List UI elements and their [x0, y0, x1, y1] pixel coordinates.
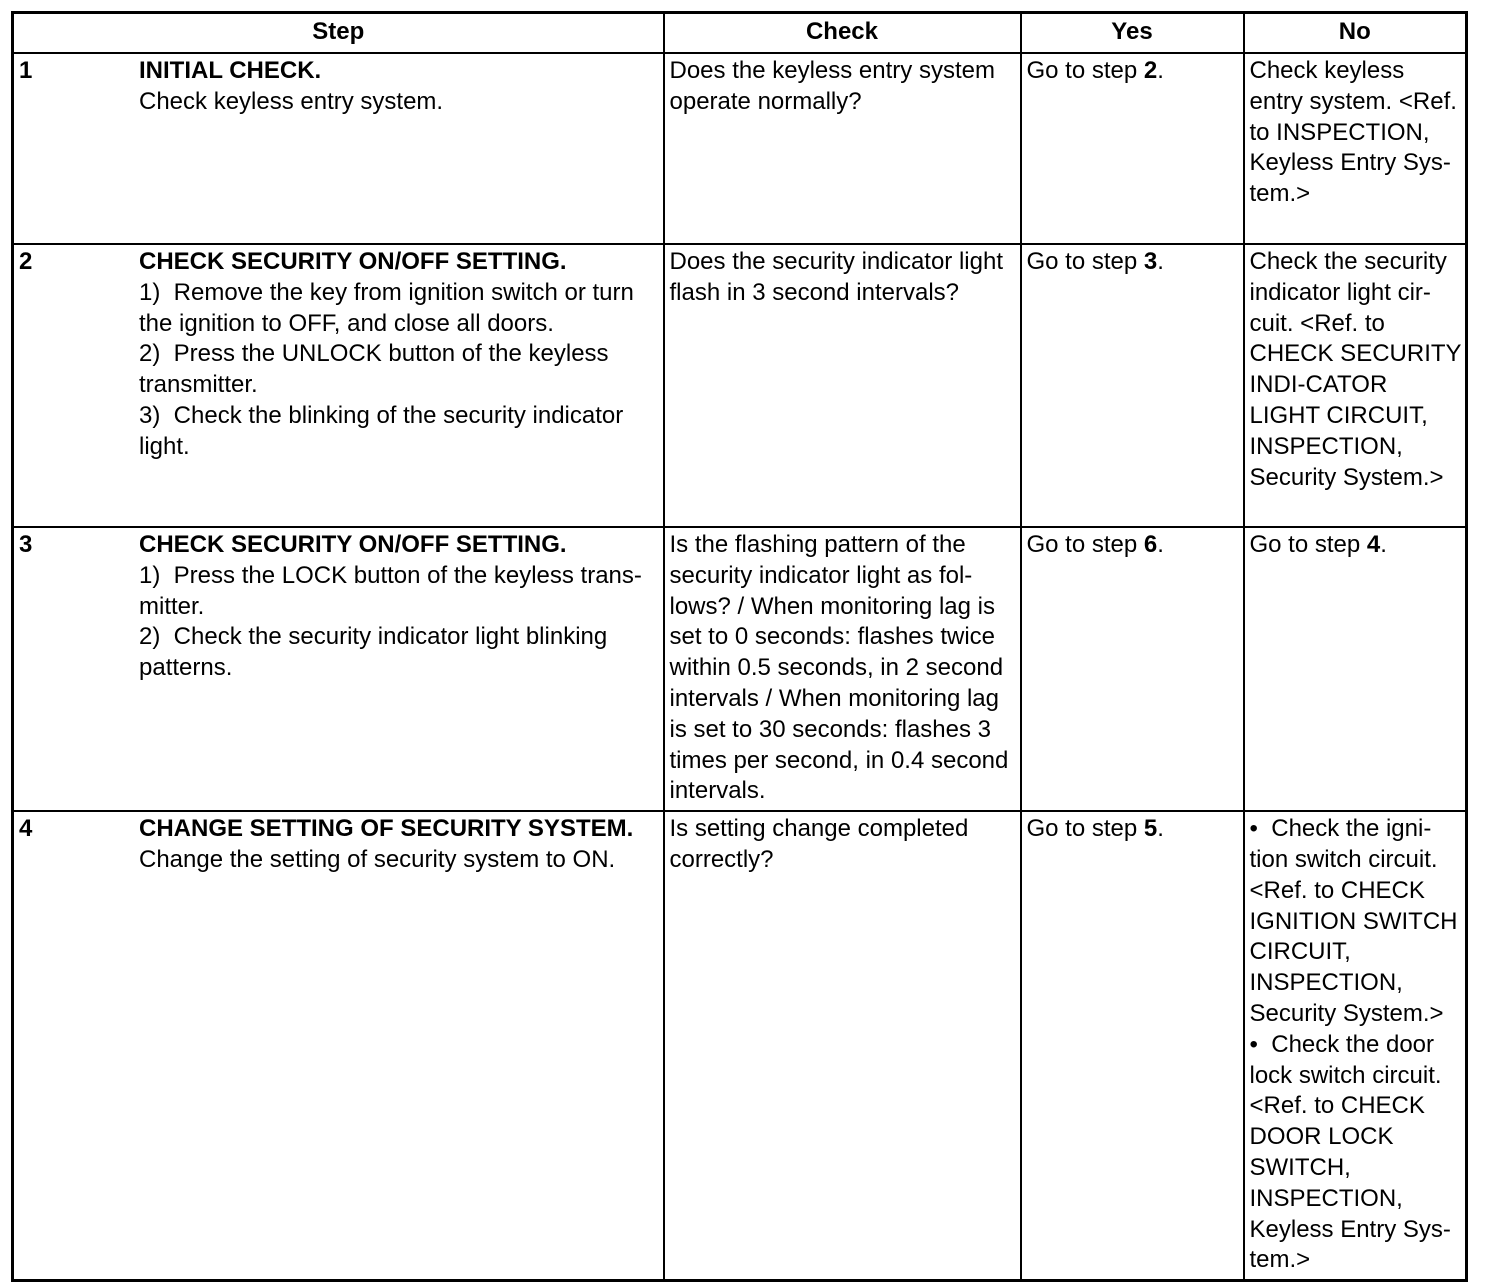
check-cell: Is setting change completed correctly? — [664, 811, 1021, 1280]
step-number: 2 — [19, 248, 33, 275]
no-cell — [1244, 53, 1467, 244]
table-row — [13, 527, 1467, 811]
no-bullet-item: • Check the igni-tion switch circuit. <Ref. to CHECK IGNITION SWITCH CIRCUIT, INSPECTION, Security System.> — [1249, 815, 1458, 1027]
step-number: 4 — [19, 815, 33, 843]
yes-suffix: . — [1157, 531, 1164, 558]
step-cell — [13, 244, 664, 527]
table-row — [13, 811, 1467, 1280]
yes-cell — [1021, 811, 1244, 1280]
step-title: INITIAL CHECK. — [139, 57, 322, 84]
yes-cell — [1021, 527, 1244, 811]
step-title: CHANGE SETTING OF SECURITY SYSTEM. — [139, 815, 634, 843]
step-instruction: 3) Check the blinking of the security indicator light. — [139, 401, 624, 460]
yes-prefix: Go to step — [1026, 815, 1144, 843]
step-instruction: 1) Remove the key from ignition switch or turn the ignition to OFF, and close all doors. — [139, 278, 634, 337]
yes-cell — [1021, 244, 1244, 527]
yes-step-number: 5 — [1143, 815, 1158, 843]
yes-step-number: 2 — [1143, 57, 1158, 84]
check-cell: Is the flashing pattern of the security indicator light as fol-lows? / When monitoring lag is set to 0 seconds: flashes twice within 0.5 seconds, in 2 second intervals / When monitoring lag is set to 30 seconds: flashes 3 times per second, in 0.4 second intervals. — [664, 527, 1021, 811]
header-check: Check — [664, 13, 1021, 54]
step-instruction: 1) Press the LOCK button of the keyless trans-mitter. — [139, 561, 642, 620]
troubleshooting-page — [11, 11, 1465, 1282]
step-cell — [13, 811, 664, 1280]
header-row — [13, 13, 1467, 54]
header-no: No — [1244, 13, 1467, 54]
step-instruction: 2) Check the security indicator light blinking patterns. — [139, 623, 608, 682]
yes-prefix: Go to step — [1026, 57, 1144, 84]
no-cell — [1244, 527, 1467, 811]
step-cell — [13, 527, 664, 811]
table-row — [13, 53, 1467, 244]
yes-cell — [1021, 53, 1244, 244]
step-instruction: 2) Press the UNLOCK button of the keyless transmitter. — [139, 340, 609, 399]
step-title: CHECK SECURITY ON/OFF SETTING. — [139, 531, 567, 558]
step-number: 1 — [19, 57, 33, 84]
step-instruction: Change the setting of security system to ON. — [139, 845, 616, 873]
yes-suffix: . — [1157, 815, 1164, 843]
step-instruction: Check keyless entry system. — [139, 87, 444, 115]
header-yes: Yes — [1021, 13, 1244, 54]
yes-prefix: Go to step — [1026, 248, 1144, 275]
table-row — [13, 244, 1467, 527]
no-cell — [1244, 244, 1467, 527]
no-text: Check the security indicator light cir-cuit. <Ref. to CHECK SECURITY INDI-CATOR LIGHT CIRCUIT, INSPECTION, Security System.> — [1249, 248, 1462, 491]
yes-suffix: . — [1157, 57, 1164, 84]
step-title: CHECK SECURITY ON/OFF SETTING. — [139, 248, 567, 275]
header-step: Step — [13, 13, 664, 54]
no-text: Check keyless entry system. <Ref. to INSPECTION, Keyless Entry Sys-tem.> — [1249, 57, 1457, 208]
yes-step-number: 3 — [1143, 248, 1158, 275]
yes-step-number: 6 — [1143, 531, 1158, 558]
procedure-table — [11, 11, 1468, 1282]
no-bullet-item: • Check the door lock switch circuit. <Ref. to CHECK DOOR LOCK SWITCH, INSPECTION, Keyless Entry Sys-tem.> — [1249, 1030, 1451, 1274]
no-suffix: . — [1380, 531, 1387, 558]
yes-prefix: Go to step — [1026, 531, 1144, 558]
check-cell: Does the keyless entry system operate normally? — [664, 53, 1021, 244]
step-cell — [13, 53, 664, 244]
no-cell — [1244, 811, 1467, 1280]
check-cell: Does the security indicator light flash in 3 second intervals? — [664, 244, 1021, 527]
no-step-number: 4 — [1366, 531, 1381, 558]
step-number: 3 — [19, 531, 33, 558]
no-prefix: Go to step — [1249, 531, 1367, 558]
yes-suffix: . — [1157, 248, 1164, 275]
